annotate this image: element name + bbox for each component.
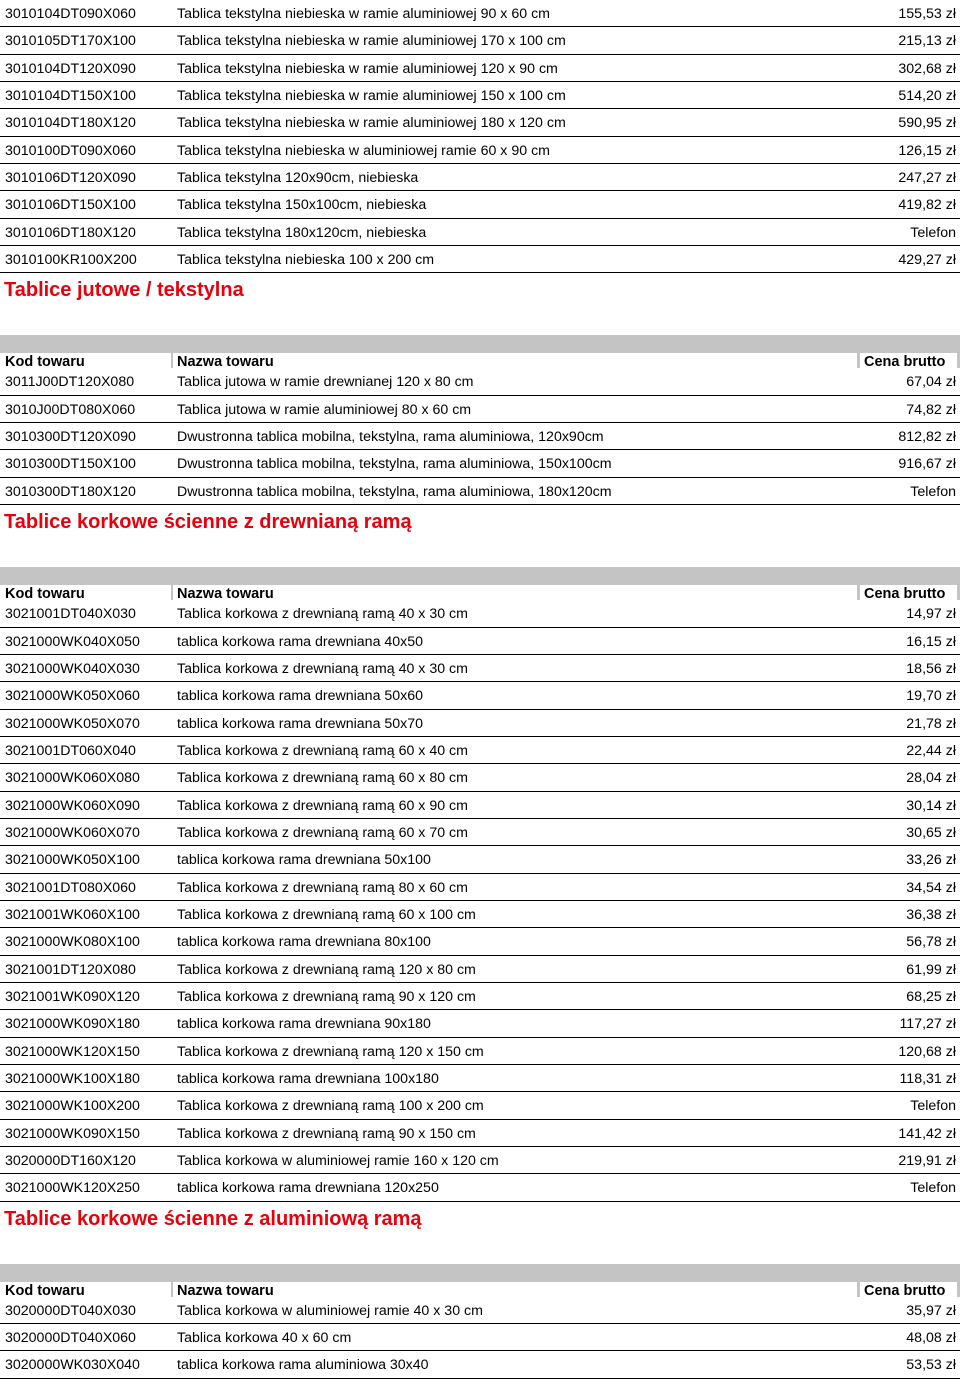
product-code: 3021001DT120X080 [5,961,136,978]
product-price: 22,44 zł [906,742,956,759]
product-section [0,1202,960,1379]
table-row [0,191,960,218]
product-price: 74,82 zł [906,401,956,418]
product-code: 3020000DT160X120 [5,1153,136,1170]
table-row [0,600,960,627]
product-name: Tablica korkowa z drewnianą ramą 80 x 60 cm [177,879,468,896]
product-price: 141,42 zł [898,1125,956,1142]
product-price: Telefon [910,1098,956,1115]
table-row [0,819,960,846]
product-price: 812,82 zł [898,429,956,446]
product-price: 14,97 zł [906,606,956,623]
table-row [0,55,960,82]
product-code: 3021000WK040X050 [5,633,140,650]
product-code: 3010104DT120X090 [5,60,136,77]
product-price: 35,97 zł [906,1302,956,1319]
table-row [0,0,960,27]
header-code: Kod towaru [5,354,85,371]
product-price: Telefon [910,483,956,500]
product-name: Dwustronna tablica mobilna, tekstylna, rama aluminiowa, 120x90cm [177,429,604,446]
header-price: Cena brutto [864,1282,946,1299]
product-name: Tablica korkowa z drewnianą ramą 40 x 30 cm [177,660,468,677]
product-code: 3021000WK100X200 [5,1098,140,1115]
product-section [0,505,960,1202]
product-price: 429,27 zł [898,252,956,269]
product-name: tablica korkowa rama drewniana 50x70 [177,715,424,732]
section-title [0,1202,960,1235]
product-code: 3021000WK060X070 [5,824,140,841]
product-code: 3021000WK100X180 [5,1071,140,1087]
product-name: Tablica korkowa z drewnianą ramą 60 x 40 cm [177,742,468,759]
section-gap [0,538,960,567]
product-name: Tablica tekstylna niebieska w ramie aluminiowej 90 x 60 cm [177,6,550,22]
product-price: 30,65 zł [906,824,956,841]
product-name: Tablica tekstylna 150x100cm, niebieska [177,197,427,214]
table-row [0,1120,960,1147]
product-price: 21,78 zł [906,715,956,732]
section-title-text: Tablice korkowe ścienne z drewnianą ramą [4,511,412,534]
product-price: 302,68 zł [898,60,956,77]
table-row [0,1010,960,1037]
product-code: 3010300DT150X100 [5,456,136,473]
product-name: Tablica korkowa z drewnianą ramą 90 x 120 cm [177,988,476,1005]
product-name: Tablica tekstylna 120x90cm, niebieska [177,170,419,187]
product-price: 61,99 zł [906,961,956,978]
product-code: 3021000WK120X250 [5,1180,140,1197]
header-code: Kod towaru [5,1282,85,1299]
product-name: Tablica korkowa z drewnianą ramą 120 x 150 cm [177,1043,484,1060]
product-code: 3021001DT040X030 [5,606,136,623]
product-name: Dwustronna tablica mobilna, tekstylna, rama aluminiowa, 180x120cm [177,483,612,500]
table-row [0,219,960,246]
product-price: 117,27 zł [899,1016,956,1033]
product-code: 3020000WK030X040 [5,1357,140,1374]
product-code: 3021000WK040X030 [5,660,140,677]
product-price: 514,20 zł [898,88,956,105]
header-code: Kod towaru [5,586,85,603]
product-code: 3021000WK080X100 [5,934,140,951]
product-name: Tablica korkowa z drewnianą ramą 120 x 80 cm [177,961,476,978]
product-price: 68,25 zł [906,988,956,1005]
product-price: 155,53 zł [898,6,956,22]
table-row [0,109,960,136]
table-header [0,335,960,371]
product-code: 3010106DT180X120 [5,224,136,241]
header-price: Cena brutto [864,354,946,371]
product-code: 3021001WK090X120 [5,988,140,1005]
product-price: 118,31 zł [899,1071,956,1087]
product-code: 3010104DT180X120 [5,115,136,132]
product-price: 18,56 zł [906,660,956,677]
table-header [0,1264,960,1297]
product-name: Tablica tekstylna 180x120cm, niebieska [177,224,427,241]
product-name: Tablica tekstylna niebieska w ramie aluminiowej 150 x 100 cm [177,88,566,105]
table-row [0,1297,960,1324]
product-section [0,0,960,273]
product-price: 56,78 zł [906,934,956,951]
table-row [0,901,960,928]
table-row [0,928,960,955]
product-code: 3010105DT170X100 [5,33,136,50]
table-row [0,1038,960,1065]
product-price: 215,13 zł [898,33,956,50]
product-name: tablica korkowa rama drewniana 100x180 [177,1071,439,1087]
product-name: Tablica korkowa z drewnianą ramą 60 x 70 cm [177,824,468,841]
table-row [0,137,960,164]
table-row [0,1065,960,1092]
header-name: Nazwa towaru [177,586,274,603]
product-code: 3010106DT120X090 [5,170,136,187]
product-name: Dwustronna tablica mobilna, tekstylna, rama aluminiowa, 150x100cm [177,456,612,473]
table-row [0,846,960,873]
table-row [0,450,960,477]
table-row [0,655,960,682]
product-price: 33,26 zł [906,852,956,869]
table-row [0,764,960,791]
product-code: 3020000DT040X060 [5,1330,136,1347]
product-code: 3010300DT180X120 [5,483,136,500]
section-title-text: Tablice korkowe ścienne z aluminiową ramą [4,1207,422,1230]
product-price: 30,14 zł [906,797,956,814]
product-price: 34,54 zł [906,879,956,896]
product-name: Tablica korkowa z drewnianą ramą 100 x 200 cm [177,1098,484,1115]
product-name: Tablica korkowa w aluminiowej ramie 40 x 30 cm [177,1302,483,1319]
table-row [0,1147,960,1174]
product-price: 16,15 zł [906,633,956,650]
product-name: Tablica korkowa z drewnianą ramą 90 x 150 cm [177,1125,476,1142]
table-row [0,246,960,273]
header-price: Cena brutto [864,586,946,603]
product-code: 3010300DT120X090 [5,429,136,446]
product-code: 3021000WK050X100 [5,852,140,869]
product-price: 120,68 zł [898,1043,956,1060]
product-code: 3021000WK050X070 [5,715,140,732]
section-gap [0,1235,960,1264]
table-row [0,396,960,423]
product-price: 48,08 zł [906,1330,956,1347]
product-price: 126,15 zł [898,142,956,159]
product-name: Tablica tekstylna niebieska 100 x 200 cm [177,252,435,269]
product-name: tablica korkowa rama drewniana 40x50 [177,633,424,650]
product-name: Tablica tekstylna niebieska w ramie aluminiowej 180 x 120 cm [177,115,566,132]
table-row [0,682,960,709]
section-title [0,273,960,306]
product-section [0,273,960,505]
product-price: 19,70 zł [906,688,956,705]
product-price: Telefon [910,224,956,241]
table-row [0,983,960,1010]
table-row [0,874,960,901]
product-code: 3021001WK060X100 [5,906,140,923]
product-price: 590,95 zł [898,115,956,132]
product-code: 3010100DT090X060 [5,142,136,159]
product-price: Telefon [910,1180,956,1197]
product-price: 219,91 zł [898,1153,956,1170]
header-cell-bg [173,353,857,371]
product-name: tablica korkowa rama drewniana 50x60 [177,688,424,705]
product-name: Tablica korkowa z drewnianą ramą 60 x 80 cm [177,770,468,787]
product-name: Tablica tekstylna niebieska w ramie aluminiowej 120 x 90 cm [177,60,558,77]
section-title [0,505,960,538]
section-title-text: Tablice jutowe / tekstylna [4,279,244,302]
table-row [0,1174,960,1201]
product-code: 3011J00DT120X080 [5,374,135,391]
table-row [0,27,960,54]
product-name: tablica korkowa rama drewniana 50x100 [177,852,431,869]
product-name: tablica korkowa rama drewniana 120x250 [177,1180,439,1197]
product-code: 3010J00DT080X060 [5,401,136,418]
product-code: 3021000WK060X080 [5,770,140,787]
header-name: Nazwa towaru [177,1282,274,1299]
product-code: 3020000DT040X030 [5,1302,136,1319]
product-name: tablica korkowa rama aluminiowa 30x40 [177,1357,429,1374]
product-code: 3021001DT080X060 [5,879,136,896]
product-code: 3021000WK060X090 [5,797,140,814]
product-price: 53,53 zł [906,1357,956,1374]
table-row [0,164,960,191]
table-row [0,628,960,655]
product-name: tablica korkowa rama drewniana 80x100 [177,934,431,951]
table-row [0,1324,960,1351]
product-name: Tablica korkowa w aluminiowej ramie 160 x 120 cm [177,1153,499,1170]
header-cell-bg [173,585,857,603]
product-code: 3021000WK120X150 [5,1043,140,1060]
table-row [0,368,960,395]
product-name: Tablica korkowa z drewnianą ramą 40 x 30 cm [177,606,468,623]
table-row [0,737,960,764]
product-price: 28,04 zł [906,770,956,787]
table-row [0,792,960,819]
product-code: 3021000WK090X150 [5,1125,140,1142]
product-name: Tablica korkowa 40 x 60 cm [177,1330,352,1347]
product-code: 3010104DT090X060 [5,6,136,22]
product-code: 3010104DT150X100 [5,88,136,105]
product-name: Tablica tekstylna niebieska w aluminiowej ramie 60 x 90 cm [177,142,550,159]
product-price: 419,82 zł [898,197,956,214]
product-name: tablica korkowa rama drewniana 90x180 [177,1016,431,1033]
product-name: Tablica jutowa w ramie drewnianej 120 x 80 cm [177,374,474,391]
product-price: 67,04 zł [906,374,956,391]
product-code: 3021001DT060X040 [5,742,136,759]
product-price: 36,38 zł [906,906,956,923]
product-price: 247,27 zł [898,170,956,187]
product-code: 3021000WK050X060 [5,688,140,705]
section-gap [0,306,960,335]
table-row [0,423,960,450]
header-cell-bg [173,1282,857,1297]
table-row [0,82,960,109]
product-price: 916,67 zł [898,456,956,473]
product-code: 3010100KR100X200 [5,252,137,269]
product-name: Tablica korkowa z drewnianą ramą 60 x 100 cm [177,906,476,923]
table-row [0,1351,960,1378]
table-row [0,710,960,737]
table-row [0,956,960,983]
product-name: Tablica tekstylna niebieska w ramie aluminiowej 170 x 100 cm [177,33,566,50]
product-code: 3021000WK090X180 [5,1016,140,1033]
table-row [0,478,960,505]
header-name: Nazwa towaru [177,354,274,371]
product-name: Tablica jutowa w ramie aluminiowej 80 x 60 cm [177,401,472,418]
table-header [0,567,960,603]
product-code: 3010106DT150X100 [5,197,136,214]
table-row [0,1092,960,1119]
product-name: Tablica korkowa z drewnianą ramą 60 x 90 cm [177,797,468,814]
